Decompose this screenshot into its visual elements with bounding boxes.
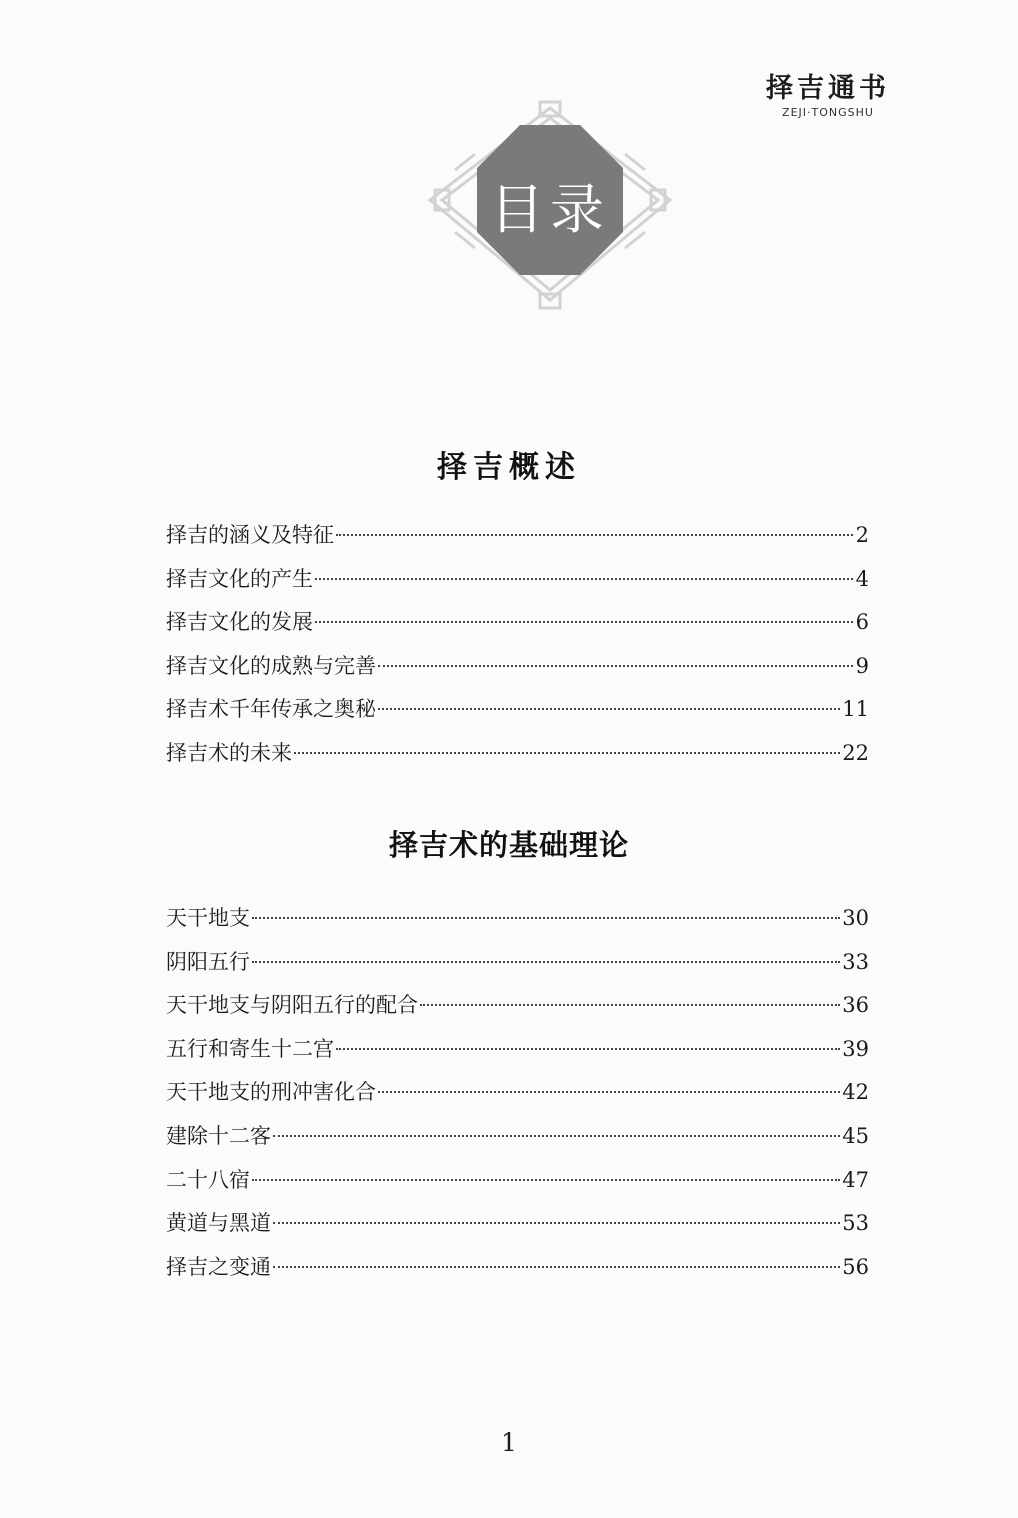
dot-leader bbox=[315, 578, 853, 580]
toc-entry-page: 30 bbox=[842, 906, 869, 930]
book-title-pinyin: ZEJI·TONGSHU bbox=[782, 106, 874, 119]
toc-entry[interactable] bbox=[166, 897, 869, 941]
toc-entry-page: 11 bbox=[842, 697, 869, 722]
dot-leader bbox=[252, 917, 840, 919]
toc-entry-page: 6 bbox=[855, 610, 869, 635]
toc-entry-title: 二十八宿 bbox=[166, 1167, 250, 1192]
toc-entry-page: 9 bbox=[855, 653, 869, 678]
toc-entry-page: 45 bbox=[842, 1123, 869, 1148]
toc-entry-page: 4 bbox=[855, 566, 869, 591]
toc-entry-title: 天干地支 bbox=[166, 906, 250, 930]
page-number: 1 bbox=[501, 1428, 517, 1457]
toc-entry[interactable] bbox=[166, 1115, 869, 1159]
toc-entry-page: 33 bbox=[842, 949, 869, 974]
toc-entry[interactable] bbox=[166, 1159, 869, 1203]
dot-leader bbox=[315, 621, 853, 623]
toc-entry[interactable] bbox=[166, 941, 869, 985]
dot-leader bbox=[252, 961, 840, 963]
toc-entry-title: 黄道与黑道 bbox=[166, 1211, 271, 1236]
toc-entry[interactable] bbox=[166, 1246, 869, 1290]
toc-entry[interactable] bbox=[166, 984, 869, 1028]
toc-entry-title: 择吉术的未来 bbox=[166, 740, 292, 765]
toc-entry-page: 36 bbox=[842, 993, 869, 1018]
toc-entry[interactable] bbox=[166, 1202, 869, 1246]
toc-entry[interactable] bbox=[166, 645, 869, 689]
toc-entry-page: 42 bbox=[842, 1080, 869, 1105]
toc-entry-page: 2 bbox=[855, 523, 869, 547]
toc-entry-title: 建除十二客 bbox=[166, 1123, 271, 1148]
toc-entry-title: 择吉文化的产生 bbox=[166, 566, 313, 591]
toc-entry-title: 天干地支与阴阳五行的配合 bbox=[166, 993, 418, 1018]
toc-entry[interactable] bbox=[166, 1028, 869, 1072]
toc-entry[interactable] bbox=[166, 1071, 869, 1115]
dot-leader bbox=[273, 1266, 840, 1268]
toc-label: 目录 bbox=[490, 177, 610, 241]
toc-list bbox=[166, 897, 869, 1289]
dot-leader bbox=[336, 1048, 840, 1050]
toc-entry-page: 53 bbox=[842, 1211, 869, 1236]
dot-leader bbox=[273, 1222, 840, 1224]
toc-entry-page: 56 bbox=[842, 1254, 869, 1279]
section-heading: 择吉概述 bbox=[437, 450, 581, 485]
toc-emblem bbox=[415, 100, 685, 310]
toc-entry-title: 择吉之变通 bbox=[166, 1254, 271, 1279]
dot-leader bbox=[378, 1091, 840, 1093]
toc-entry-page: 47 bbox=[842, 1167, 869, 1192]
section-heading: 择吉术的基础理论 bbox=[388, 828, 629, 862]
toc-entry-title: 择吉文化的成熟与完善 bbox=[166, 653, 376, 678]
toc-entry-title: 择吉术千年传承之奥秘 bbox=[166, 697, 376, 722]
toc-entry-title: 阴阳五行 bbox=[166, 949, 250, 974]
toc-entry[interactable] bbox=[166, 688, 869, 732]
dot-leader bbox=[273, 1135, 840, 1137]
toc-entry-title: 择吉文化的发展 bbox=[166, 610, 313, 635]
dot-leader bbox=[294, 752, 840, 754]
toc-entry[interactable] bbox=[166, 732, 869, 776]
dot-leader bbox=[420, 1004, 840, 1006]
toc-entry[interactable] bbox=[166, 558, 869, 602]
dot-leader bbox=[336, 534, 853, 536]
toc-entry-title: 五行和寄生十二宫 bbox=[166, 1036, 334, 1061]
toc-entry[interactable] bbox=[166, 514, 869, 558]
toc-entry-title: 天干地支的刑冲害化合 bbox=[166, 1080, 376, 1105]
book-title: 择吉通书 bbox=[766, 73, 890, 104]
toc-list bbox=[166, 514, 869, 776]
toc-entry-page: 22 bbox=[842, 740, 869, 765]
dot-leader bbox=[378, 708, 840, 710]
toc-entry-page: 39 bbox=[842, 1036, 869, 1061]
toc-entry-title: 择吉的涵义及特征 bbox=[166, 523, 334, 547]
dot-leader bbox=[252, 1179, 840, 1181]
dot-leader bbox=[378, 665, 853, 667]
toc-entry[interactable] bbox=[166, 601, 869, 645]
book-header bbox=[766, 74, 890, 119]
